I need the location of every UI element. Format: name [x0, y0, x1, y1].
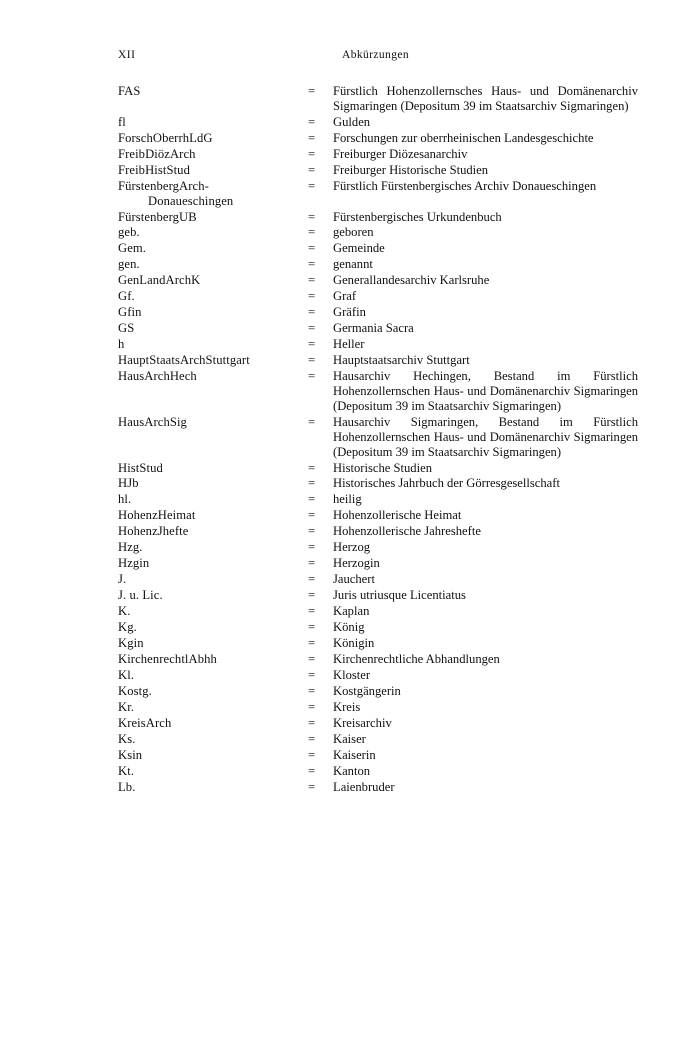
abbreviation-term-text: ForschOberrhLdG — [118, 130, 213, 145]
abbreviation-definition: Kaiser — [333, 732, 366, 747]
abbreviation-term-text: HauptStaatsArchStuttgart — [118, 353, 250, 368]
equals-sign: = — [308, 130, 316, 145]
abbreviation-entry — [118, 115, 638, 130]
abbreviation-term-text: GS — [118, 321, 135, 336]
abbreviation-definition: geboren — [333, 225, 374, 240]
abbreviation-entry — [118, 257, 638, 272]
abbreviation-term-text: HohenzHeimat — [118, 508, 196, 523]
abbreviation-term-text: Hzgin — [118, 556, 150, 571]
abbreviation-term — [118, 540, 308, 555]
abbreviation-term-text: Ksin — [118, 748, 143, 763]
abbreviation-definition: Germania Sacra — [333, 321, 414, 336]
abbreviation-entry — [118, 273, 638, 288]
abbreviation-term — [118, 780, 308, 795]
abbreviation-definition: Kloster — [333, 668, 371, 683]
abbreviation-entry — [118, 764, 638, 779]
abbreviation-definition: Königin — [333, 636, 375, 651]
abbreviation-term-text: Kostg. — [118, 684, 152, 699]
abbreviation-entry — [118, 353, 638, 368]
abbreviation-term — [118, 524, 308, 539]
equals-sign: = — [308, 668, 316, 683]
abbreviation-definition: Kaplan — [333, 604, 370, 619]
abbreviation-term — [118, 732, 308, 747]
abbreviation-entry — [118, 524, 638, 539]
abbreviation-entry — [118, 210, 638, 225]
abbreviation-list — [118, 84, 638, 796]
abbreviation-term-text: h — [118, 337, 125, 352]
abbreviation-term — [118, 476, 308, 491]
equals-sign: = — [308, 508, 316, 523]
abbreviation-entry — [118, 289, 638, 304]
abbreviation-definition: Juris utriusque Licentiatus — [333, 588, 466, 603]
abbreviation-definition: Gemeinde — [333, 241, 385, 256]
abbreviation-entry — [118, 588, 638, 603]
abbreviation-entry — [118, 508, 638, 523]
abbreviation-entry — [118, 732, 638, 747]
abbreviation-definition: König — [333, 620, 365, 635]
abbreviation-term — [118, 668, 308, 683]
abbreviation-term — [118, 369, 308, 413]
abbreviation-definition: Heller — [333, 337, 365, 352]
equals-sign: = — [308, 492, 316, 507]
equals-sign: = — [308, 524, 316, 539]
abbreviation-definition: Forschungen zur oberrheinischen Landesgeschichte — [333, 130, 594, 145]
abbreviation-definition: Herzog — [333, 540, 371, 555]
abbreviation-entry — [118, 684, 638, 699]
abbreviation-entry — [118, 337, 638, 352]
abbreviation-entry — [118, 572, 638, 587]
abbreviation-term-text: Gf. — [118, 289, 135, 304]
equals-sign: = — [308, 684, 316, 699]
abbreviation-definition: Hohenzollerische Jahreshefte — [333, 524, 481, 539]
abbreviation-term — [118, 353, 308, 368]
abbreviation-term-continuation: Donaueschingen — [148, 193, 234, 208]
abbreviation-definition: Hausarchiv Sigmaringen, Bestand im Fürstlich Hohenzollernschen Haus- und Domänenarchiv Sigmaringen (Depositum 39 im Staatsarchiv Sigmaringen) — [333, 414, 638, 459]
abbreviation-entry — [118, 84, 638, 114]
abbreviation-term — [118, 652, 308, 667]
abbreviation-entry — [118, 652, 638, 667]
equals-sign: = — [308, 178, 316, 193]
equals-sign: = — [308, 146, 316, 161]
abbreviation-definition: Laienbruder — [333, 780, 395, 795]
abbreviation-term-text: Kr. — [118, 700, 135, 715]
abbreviation-term-text: Gem. — [118, 241, 147, 256]
abbreviation-term — [118, 700, 308, 715]
equals-sign: = — [308, 476, 316, 491]
abbreviation-definition: Historisches Jahrbuch der Görresgesellschaft — [333, 476, 560, 491]
equals-sign: = — [308, 764, 316, 779]
abbreviation-entry — [118, 620, 638, 635]
equals-sign: = — [308, 162, 316, 177]
abbreviation-term — [118, 748, 308, 763]
abbreviation-term — [118, 508, 308, 523]
abbreviation-entry — [118, 131, 638, 146]
equals-sign: = — [308, 305, 316, 320]
abbreviation-definition: Kreis — [333, 700, 361, 715]
abbreviation-term-text: Kgin — [118, 636, 144, 651]
abbreviation-term — [118, 84, 308, 114]
abbreviation-definition: Fürstenbergisches Urkundenbuch — [333, 209, 502, 224]
abbreviation-term — [118, 305, 308, 320]
abbreviation-term-text: FürstenbergUB — [118, 209, 197, 224]
running-title: Abkürzungen — [342, 49, 409, 61]
page-header — [118, 49, 636, 63]
equals-sign: = — [308, 556, 316, 571]
abbreviation-term-text: HJb — [118, 476, 139, 491]
abbreviation-term — [118, 636, 308, 651]
abbreviation-term — [118, 461, 308, 476]
abbreviation-term-text: KirchenrechtlAbhh — [118, 652, 217, 667]
abbreviation-term-text: FreibHistStud — [118, 162, 190, 177]
abbreviation-definition: Fürstlich Hohenzollernsches Haus- und Domänenarchiv Sigmaringen (Depositum 39 im Staatsarchiv Sigmaringen) — [333, 84, 638, 113]
abbreviation-term-text: HausArchSig — [118, 414, 187, 429]
abbreviation-definition: genannt — [333, 257, 373, 272]
abbreviation-definition: Generallandesarchiv Karlsruhe — [333, 273, 490, 288]
abbreviation-term-text: hl. — [118, 492, 132, 507]
abbreviation-term — [118, 588, 308, 603]
equals-sign: = — [308, 84, 316, 98]
abbreviation-term — [118, 179, 308, 209]
abbreviation-entry — [118, 179, 638, 209]
abbreviation-definition: Freiburger Diözesanarchiv — [333, 146, 468, 161]
abbreviation-entry — [118, 305, 638, 320]
abbreviation-term-text: Kt. — [118, 764, 135, 779]
abbreviation-definition: Hohenzollerische Heimat — [333, 508, 462, 523]
abbreviation-term-text: FreibDiözArch — [118, 146, 196, 161]
abbreviation-term — [118, 572, 308, 587]
abbreviation-definition: Herzogin — [333, 556, 380, 571]
abbreviation-entry — [118, 369, 638, 413]
abbreviation-definition: Graf — [333, 289, 357, 304]
abbreviation-definition: Hauptstaatsarchiv Stuttgart — [333, 353, 470, 368]
abbreviation-entry — [118, 225, 638, 240]
abbreviation-term — [118, 556, 308, 571]
equals-sign: = — [308, 321, 316, 336]
page-number: XII — [118, 49, 136, 61]
abbreviation-entry — [118, 604, 638, 619]
abbreviation-term — [118, 604, 308, 619]
abbreviation-term-text: GenLandArchK — [118, 273, 201, 288]
abbreviation-term — [118, 163, 308, 178]
abbreviation-term-text: gen. — [118, 257, 140, 272]
abbreviation-term-text: FAS — [118, 84, 141, 98]
abbreviation-definition: Kanton — [333, 764, 371, 779]
abbreviation-term — [118, 620, 308, 635]
abbreviation-term-text: Kg. — [118, 620, 137, 635]
abbreviation-term — [118, 337, 308, 352]
equals-sign: = — [308, 241, 316, 256]
abbreviation-term-text: Gfin — [118, 305, 142, 320]
abbreviation-definition: Jauchert — [333, 572, 375, 587]
equals-sign: = — [308, 337, 316, 352]
abbreviation-term — [118, 492, 308, 507]
abbreviation-term-text: fl — [118, 114, 126, 129]
equals-sign: = — [308, 289, 316, 304]
abbreviation-term — [118, 241, 308, 256]
abbreviation-term — [118, 684, 308, 699]
equals-sign: = — [308, 369, 316, 384]
equals-sign: = — [308, 716, 316, 731]
abbreviation-entry — [118, 415, 638, 459]
abbreviation-term — [118, 210, 308, 225]
equals-sign: = — [308, 588, 316, 603]
equals-sign: = — [308, 700, 316, 715]
abbreviation-term — [118, 273, 308, 288]
abbreviation-entry — [118, 556, 638, 571]
abbreviation-term-text: HistStud — [118, 460, 163, 475]
equals-sign: = — [308, 225, 316, 240]
abbreviation-entry — [118, 700, 638, 715]
abbreviation-definition: Kaiserin — [333, 748, 376, 763]
abbreviation-entry — [118, 636, 638, 651]
abbreviation-entry — [118, 540, 638, 555]
equals-sign: = — [308, 460, 316, 475]
equals-sign: = — [308, 748, 316, 763]
abbreviation-entry — [118, 163, 638, 178]
abbreviation-entry — [118, 241, 638, 256]
abbreviation-term-text: Kl. — [118, 668, 135, 683]
abbreviation-entry — [118, 461, 638, 476]
abbreviation-term — [118, 415, 308, 459]
equals-sign: = — [308, 732, 316, 747]
abbreviation-entry — [118, 668, 638, 683]
abbreviation-entry — [118, 780, 638, 795]
abbreviation-entry — [118, 321, 638, 336]
abbreviation-term — [118, 321, 308, 336]
abbreviation-term — [118, 147, 308, 162]
abbreviation-entry — [118, 492, 638, 507]
abbreviation-entry — [118, 748, 638, 763]
abbreviation-definition: Kreisarchiv — [333, 716, 392, 731]
abbreviation-term — [118, 764, 308, 779]
abbreviation-definition: Historische Studien — [333, 460, 432, 475]
abbreviation-term-text: K. — [118, 604, 131, 619]
abbreviation-term-text: Hzg. — [118, 540, 143, 555]
equals-sign: = — [308, 273, 316, 288]
equals-sign: = — [308, 652, 316, 667]
abbreviation-term-text: FürstenbergArch- — [118, 178, 209, 193]
equals-sign: = — [308, 780, 316, 795]
abbreviation-definition: Kostgängerin — [333, 684, 401, 699]
equals-sign: = — [308, 540, 316, 555]
abbreviation-term-text: Lb. — [118, 780, 136, 795]
abbreviation-term-text: KreisArch — [118, 716, 172, 731]
abbreviation-definition: Kirchenrechtliche Abhandlungen — [333, 652, 500, 667]
abbreviation-term — [118, 257, 308, 272]
equals-sign: = — [308, 114, 316, 129]
abbreviation-term-text: HohenzJhefte — [118, 524, 189, 539]
equals-sign: = — [308, 209, 316, 224]
abbreviation-entry — [118, 716, 638, 731]
equals-sign: = — [308, 636, 316, 651]
abbreviation-definition: Fürstlich Fürstenbergisches Archiv Donaueschingen — [333, 178, 597, 193]
abbreviation-term — [118, 716, 308, 731]
abbreviation-definition: Hausarchiv Hechingen, Bestand im Fürstlich Hohenzollernschen Haus- und Domänenarchiv Sigmaringen (Depositum 39 im Staatsarchiv Sigmaringen) — [333, 369, 638, 413]
abbreviation-entry — [118, 147, 638, 162]
abbreviation-definition: Gräfin — [333, 305, 366, 320]
abbreviation-term-text: J. — [118, 572, 127, 587]
equals-sign: = — [308, 620, 316, 635]
abbreviation-definition: Gulden — [333, 114, 371, 129]
equals-sign: = — [308, 572, 316, 587]
abbreviation-definition: heilig — [333, 492, 362, 507]
abbreviation-term-text: Ks. — [118, 732, 136, 747]
equals-sign: = — [308, 353, 316, 368]
abbreviation-term — [118, 115, 308, 130]
abbreviation-term — [118, 131, 308, 146]
abbreviation-entry — [118, 476, 638, 491]
equals-sign: = — [308, 414, 316, 429]
equals-sign: = — [308, 257, 316, 272]
abbreviation-term-text: geb. — [118, 225, 140, 240]
abbreviation-term — [118, 225, 308, 240]
equals-sign: = — [308, 604, 316, 619]
abbreviation-term — [118, 289, 308, 304]
abbreviation-definition: Freiburger Historische Studien — [333, 162, 489, 177]
abbreviation-term-text: HausArchHech — [118, 369, 197, 384]
abbreviation-term-text: J. u. Lic. — [118, 588, 163, 603]
